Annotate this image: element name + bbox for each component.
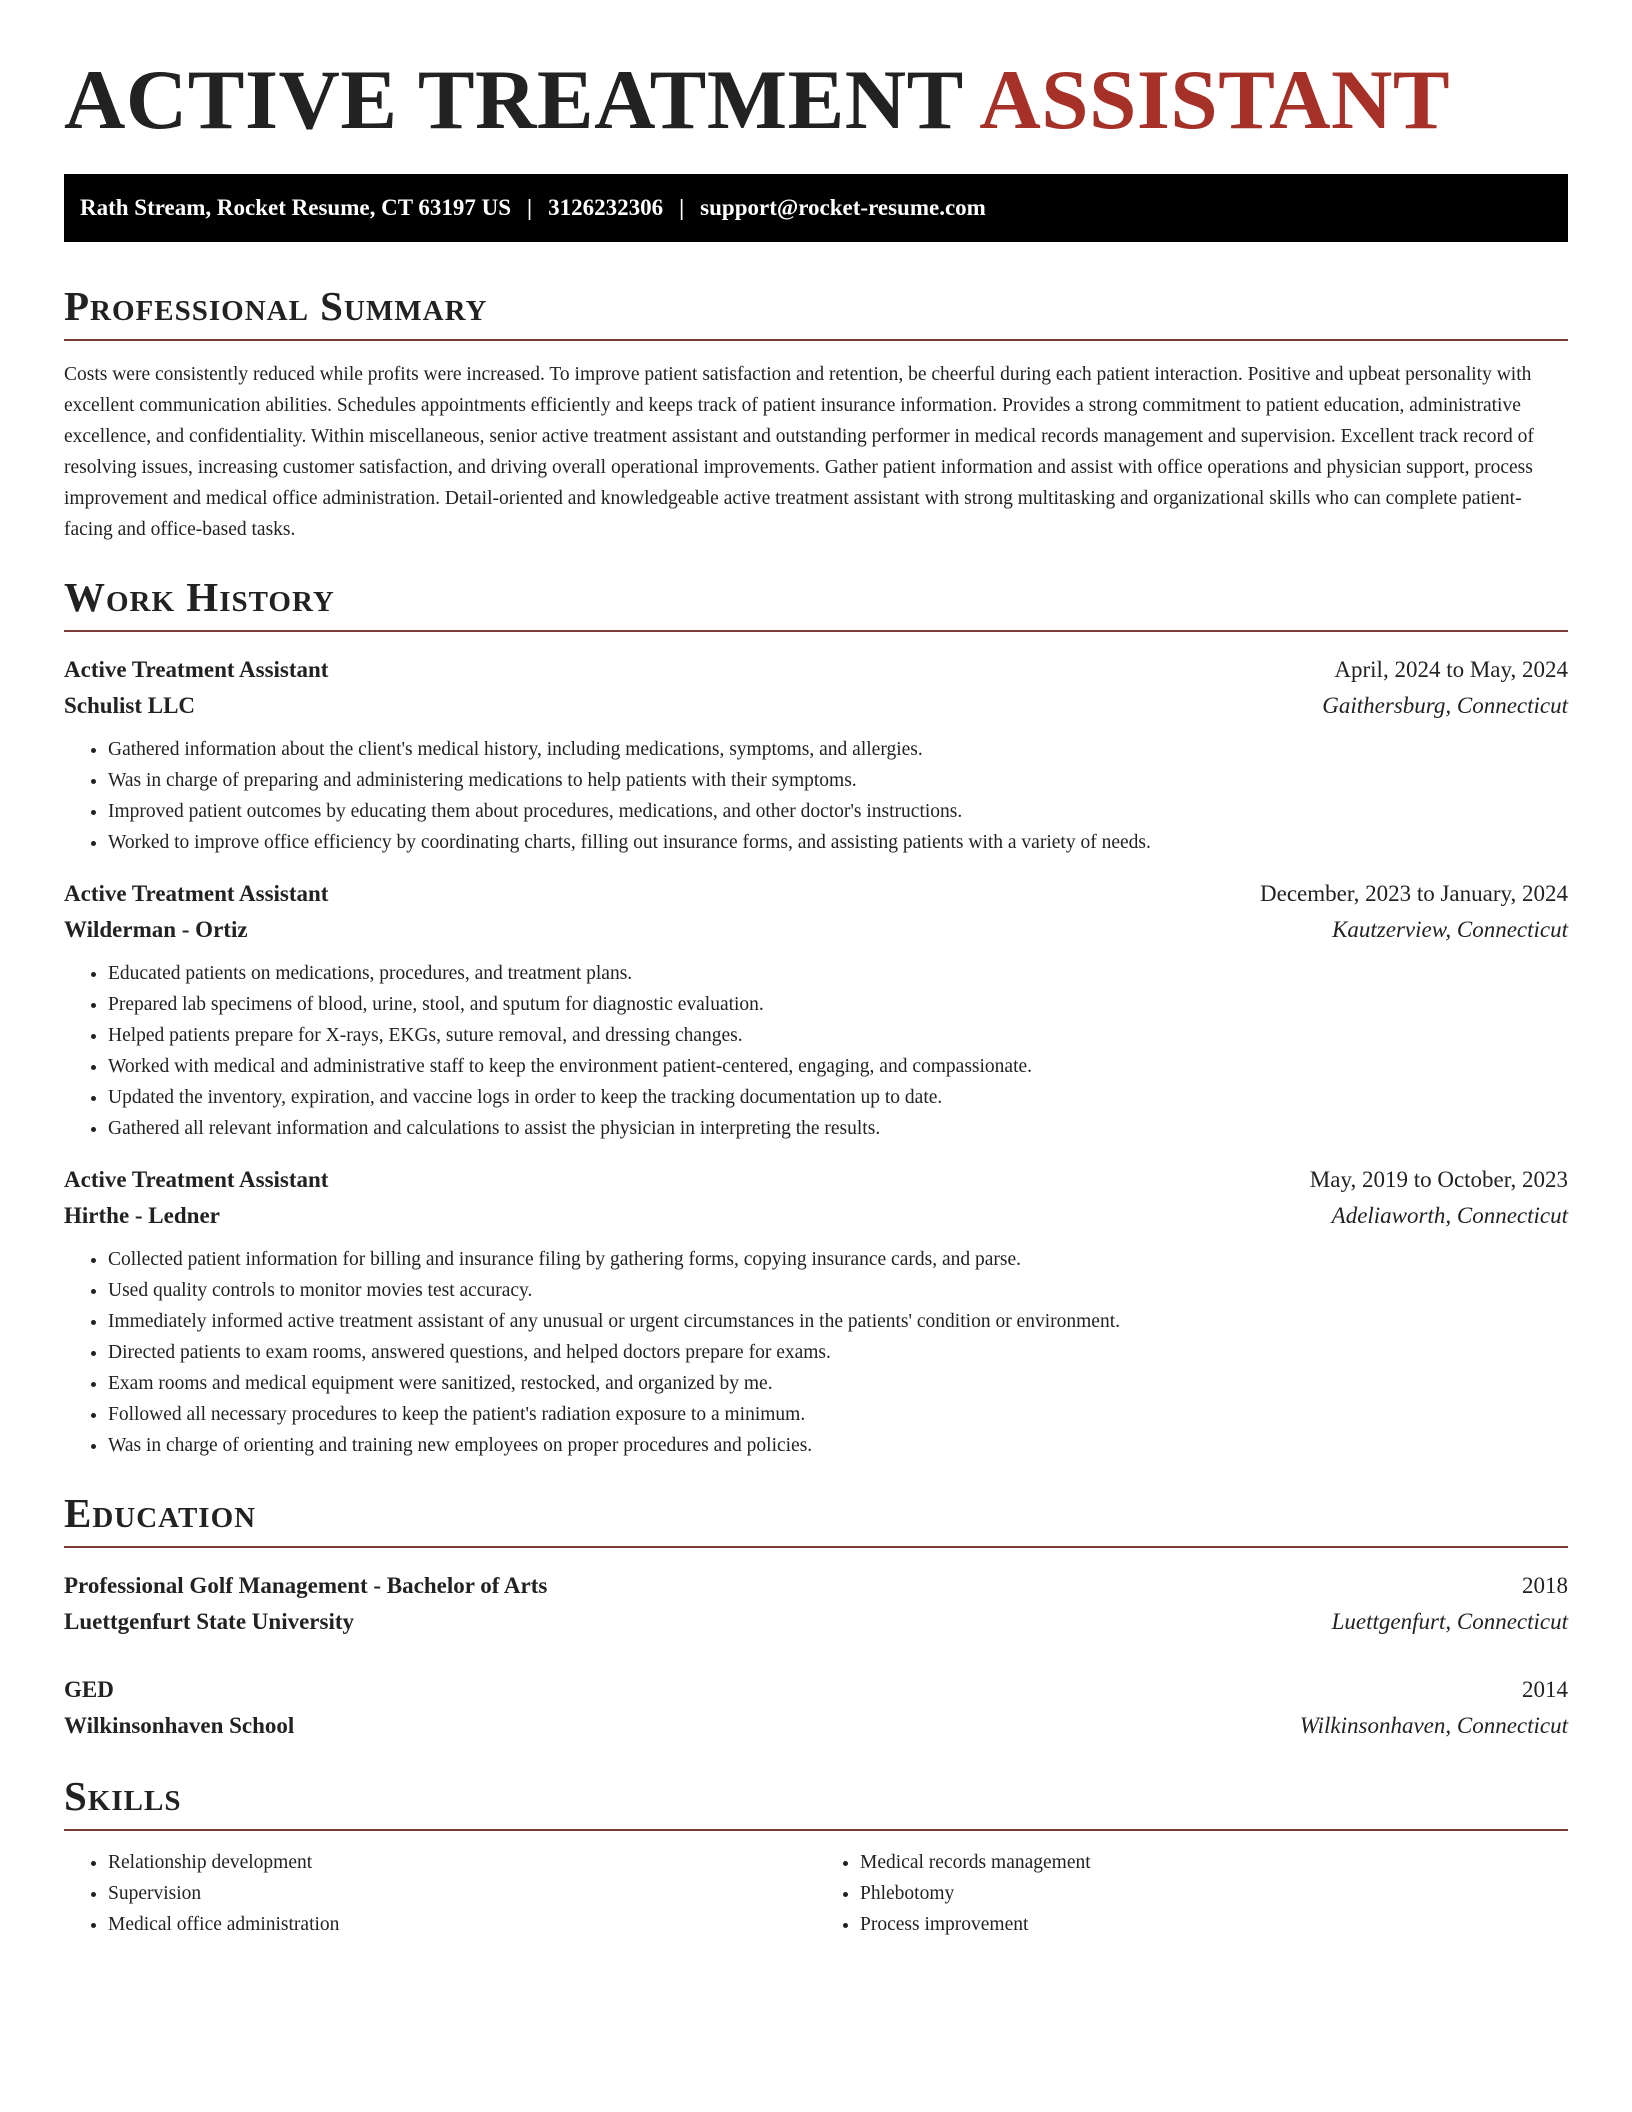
job-entry	[64, 876, 1568, 1144]
skill-item: • Supervision	[108, 1878, 816, 1909]
job-header-row	[64, 1162, 1568, 1198]
education-location: Luettgenfurt, Connecticut	[1331, 1609, 1568, 1635]
job-location: Adeliaworth, Connecticut	[1331, 1202, 1568, 1228]
job-bullet: • Directed patients to exam rooms, answered questions, and helped doctors prepare for exams.	[108, 1337, 1568, 1368]
job-bullet: • Used quality controls to monitor movies test accuracy.	[108, 1275, 1568, 1306]
job-company: Wilderman - Ortiz	[64, 916, 248, 942]
job-bullet: • Was in charge of preparing and administering medications to help patients with their symptoms.	[108, 765, 1568, 796]
job-company: Schulist LLC	[64, 692, 196, 718]
education-year: 2018	[1522, 1573, 1568, 1599]
education-degree: Professional Golf Management - Bachelor of Arts	[64, 1573, 548, 1599]
job-bullets	[64, 1244, 1568, 1461]
job-bullet: • Helped patients prepare for X-rays, EKGs, suture removal, and dressing changes.	[108, 1020, 1568, 1051]
education-school-row	[64, 1604, 1568, 1640]
job-bullet: • Was in charge of orienting and training new employees on proper procedures and policies.	[108, 1430, 1568, 1461]
education-school: Luettgenfurt State University	[64, 1609, 355, 1635]
skills-column	[64, 1847, 816, 1940]
work-history-heading: Work History	[64, 575, 1568, 632]
education-entry	[64, 1568, 1568, 1640]
education-degree-row	[64, 1672, 1568, 1708]
job-bullet: • Improved patient outcomes by educating them about procedures, medications, and other doctor's instructions.	[108, 796, 1568, 827]
education-degree-row	[64, 1568, 1568, 1604]
skill-item: • Relationship development	[108, 1847, 816, 1878]
job-bullet: • Collected patient information for billing and insurance filing by gathering forms, copying insurance cards, and parse.	[108, 1244, 1568, 1275]
skill-item: • Medical office administration	[108, 1909, 816, 1940]
job-bullets	[64, 734, 1568, 858]
contact-address: Rath Stream, Rocket Resume, CT 63197 US	[80, 194, 512, 220]
job-bullet: • Updated the inventory, expiration, and vaccine logs in order to keep the tracking documentation up to date.	[108, 1082, 1568, 1113]
job-bullet: • Gathered all relevant information and calculations to assist the physician in interpreting the results.	[108, 1113, 1568, 1144]
education-school: Wilkinsonhaven School	[64, 1713, 295, 1739]
job-company-row	[64, 688, 1568, 724]
skills-list	[64, 1847, 1568, 1940]
skill-item: • Phlebotomy	[860, 1878, 1568, 1909]
education-degree: GED	[64, 1677, 114, 1703]
skills-column	[816, 1847, 1568, 1940]
skill-item: • Medical records management	[860, 1847, 1568, 1878]
job-bullet: • Gathered information about the client's medical history, including medications, symptoms, and allergies.	[108, 734, 1568, 765]
job-dates: December, 2023 to January, 2024	[1260, 880, 1568, 906]
title-main: ACTIVE TREATMENT	[64, 53, 963, 147]
job-entry	[64, 1162, 1568, 1461]
job-dates: May, 2019 to October, 2023	[1309, 1166, 1568, 1192]
job-dates: April, 2024 to May, 2024	[1334, 656, 1568, 682]
education-location: Wilkinsonhaven, Connecticut	[1299, 1713, 1568, 1739]
contact-bar	[64, 174, 1568, 242]
contact-separator: |	[527, 194, 533, 220]
skills-heading: Skills	[64, 1774, 1568, 1831]
job-header-row	[64, 876, 1568, 912]
job-location: Gaithersburg, Connecticut	[1322, 692, 1568, 718]
job-title: Active Treatment Assistant	[64, 880, 329, 906]
contact-email: support@rocket-resume.com	[700, 194, 986, 220]
job-bullet: • Worked to improve office efficiency by coordinating charts, filling out insurance forms, and assisting patients with a variety of needs.	[108, 827, 1568, 858]
job-bullet: • Followed all necessary procedures to keep the patient's radiation exposure to a minimum.	[108, 1399, 1568, 1430]
education-school-row	[64, 1708, 1568, 1744]
skill-item: • Process improvement	[860, 1909, 1568, 1940]
education-year: 2014	[1522, 1677, 1568, 1703]
job-bullets	[64, 958, 1568, 1144]
job-header-row	[64, 652, 1568, 688]
education-heading: Education	[64, 1491, 1568, 1548]
resume-title	[64, 52, 1568, 150]
job-bullet: • Exam rooms and medical equipment were sanitized, restocked, and organized by me.	[108, 1368, 1568, 1399]
contact-separator: |	[679, 194, 685, 220]
summary-text: Costs were consistently reduced while profits were increased. To improve patient satisfaction and retention, be cheerful during each patient interaction. Positive and upbeat personality with excellent communication abilities. Schedules appointments efficiently and keeps track of patient insurance information. Provides a strong commitment to patient education, administrative excellence, and confidentiality. Within miscellaneous, senior active treatment assistant and outstanding performer in medical records management and supervision. Excellent track record of resolving issues, increasing customer satisfaction, and driving overall operational improvements. Gather patient information and assist with office operations and physician support, process improvement and medical office administration. Detail-oriented and knowledgeable active treatment assistant with strong multitasking and organizational skills who can complete patient-facing and office-based tasks.	[64, 363, 1534, 540]
contact-phone: 3126232306	[548, 194, 664, 220]
job-company-row	[64, 1198, 1568, 1234]
education-entry	[64, 1672, 1568, 1744]
job-company: Hirthe - Ledner	[64, 1202, 220, 1228]
job-bullet: • Worked with medical and administrative staff to keep the environment patient-centered, engaging, and compassionate.	[108, 1051, 1568, 1082]
job-bullet: • Prepared lab specimens of blood, urine, stool, and sputum for diagnostic evaluation.	[108, 989, 1568, 1020]
job-bullet: • Immediately informed active treatment assistant of any unusual or urgent circumstances in the patients' condition or environment.	[108, 1306, 1568, 1337]
job-title: Active Treatment Assistant	[64, 656, 329, 682]
job-location: Kautzerview, Connecticut	[1332, 916, 1568, 942]
title-accent: ASSISTANT	[979, 53, 1451, 147]
job-company-row	[64, 912, 1568, 948]
job-entry	[64, 652, 1568, 858]
job-title: Active Treatment Assistant	[64, 1166, 329, 1192]
job-bullet: • Educated patients on medications, procedures, and treatment plans.	[108, 958, 1568, 989]
summary-heading: Professional Summary	[64, 284, 1568, 341]
